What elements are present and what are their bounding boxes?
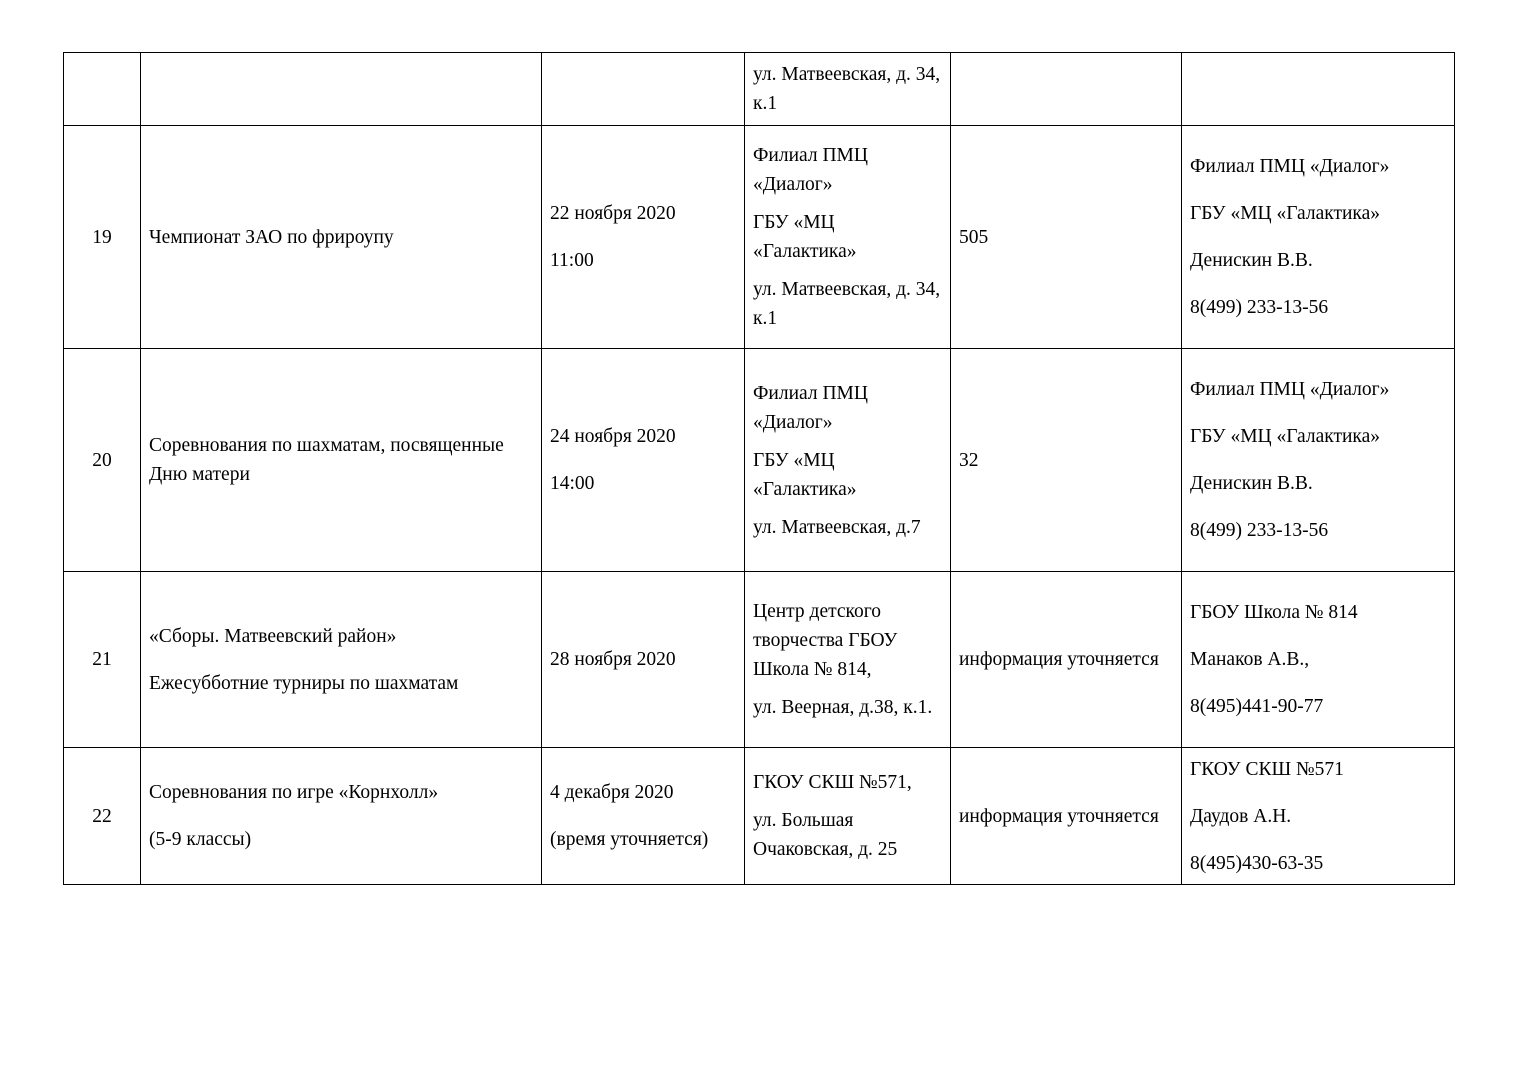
organizer-line: ГБОУ Школа № 814 [1190, 602, 1358, 623]
organizer-line: Манаков А.В., [1190, 649, 1310, 670]
organizer-line: ГБУ «МЦ «Галактика» [1190, 203, 1381, 224]
row-number-text: 20 [92, 449, 112, 471]
event-location-line: ГБУ «МЦ «Галактика» [753, 212, 857, 262]
table-row [64, 748, 1455, 885]
event-date-line: 24 ноября 2020 [550, 426, 676, 447]
participants-cell [951, 126, 1182, 349]
organizer-cell [1182, 126, 1455, 349]
row-number-text: 22 [92, 805, 112, 827]
participants-cell [951, 53, 1182, 126]
event-location-line: ГКОУ СКШ №571, [753, 772, 912, 793]
event-name-line: Ежесубботние турниры по шахматам [149, 672, 459, 694]
event-location-line: ул. Веерная, д.38, к.1. [753, 697, 933, 718]
event-location-cell [745, 126, 951, 349]
event-date-line: 28 ноября 2020 [550, 649, 676, 670]
participants-cell [951, 349, 1182, 572]
row-number-text: 21 [92, 649, 112, 670]
table-row [64, 572, 1455, 748]
organizer-line: Денискин В.В. [1190, 250, 1313, 271]
organizer-line: ГКОУ СКШ №571 [1190, 758, 1344, 780]
events-table [63, 52, 1455, 885]
row-number-cell [64, 126, 141, 349]
event-name-line: Чемпионат ЗАО по фрироупу [149, 226, 394, 248]
organizer-line: Филиал ПМЦ «Диалог» [1190, 156, 1390, 177]
event-name-line: (5-9 классы) [149, 829, 252, 850]
event-date-line: 14:00 [550, 473, 595, 494]
table-row [64, 349, 1455, 572]
participants-text: 32 [959, 449, 979, 471]
event-location-line: ул. Матвеевская, д.7 [753, 516, 921, 538]
event-date-line: 11:00 [550, 250, 594, 271]
event-date-cell [542, 572, 745, 748]
event-date-line: 4 декабря 2020 [550, 782, 674, 803]
participants-text: информация уточняется [959, 649, 1159, 670]
event-name-line: Соревнования по игре «Корнхолл» [149, 782, 439, 803]
organizer-line: 8(499) 233-13-56 [1190, 297, 1329, 318]
event-date-line: (время уточняется) [550, 829, 709, 850]
event-location-cell [745, 53, 951, 126]
organizer-cell [1182, 53, 1455, 126]
organizer-line: Денискин В.В. [1190, 473, 1313, 494]
organizer-line: ГБУ «МЦ «Галактика» [1190, 426, 1381, 447]
event-date-cell [542, 53, 745, 126]
organizer-line: Даудов А.Н. [1190, 805, 1292, 827]
row-number-cell [64, 53, 141, 126]
organizer-cell [1182, 349, 1455, 572]
participants-text: 505 [959, 226, 989, 248]
event-location-line: Центр детского творчества ГБОУ Школа № 814, [753, 601, 898, 680]
event-name-line: «Сборы. Матвеевский район» [149, 625, 397, 647]
row-number-cell [64, 572, 141, 748]
organizer-line: 8(499) 233-13-56 [1190, 520, 1329, 541]
event-location-cell [745, 572, 951, 748]
event-date-cell [542, 748, 745, 885]
event-location-line: ул. Большая Очаковская, д. 25 [753, 810, 898, 860]
event-date-cell [542, 126, 745, 349]
event-name-line: Соревнования по шахматам, посвященные Дню матери [149, 435, 504, 485]
organizer-line: 8(495)430-63-35 [1190, 852, 1324, 874]
event-location-cell [745, 349, 951, 572]
organizer-cell [1182, 572, 1455, 748]
organizer-line: Филиал ПМЦ «Диалог» [1190, 379, 1390, 400]
event-date-cell [542, 349, 745, 572]
event-name-cell [141, 748, 542, 885]
event-location-cell [745, 748, 951, 885]
event-name-cell [141, 572, 542, 748]
table-row [64, 126, 1455, 349]
participants-cell [951, 748, 1182, 885]
event-location-line: Филиал ПМЦ «Диалог» [753, 145, 868, 195]
event-location-line: ул. Матвеевская, д. 34, к.1 [753, 279, 941, 329]
event-name-cell [141, 126, 542, 349]
event-location-line: ГБУ «МЦ «Галактика» [753, 449, 857, 500]
participants-text: информация уточняется [959, 805, 1159, 827]
organizer-cell [1182, 748, 1455, 885]
row-number-cell [64, 748, 141, 885]
event-location-line: Филиал ПМЦ «Диалог» [753, 382, 868, 433]
organizer-line: 8(495)441-90-77 [1190, 696, 1324, 717]
event-date-line: 22 ноября 2020 [550, 203, 676, 224]
event-name-cell [141, 53, 542, 126]
table-row [64, 53, 1455, 126]
row-number-cell [64, 349, 141, 572]
event-location-line: ул. Матвеевская, д. 34, к.1 [753, 64, 941, 114]
participants-cell [951, 572, 1182, 748]
event-name-cell [141, 349, 542, 572]
row-number-text: 19 [92, 226, 112, 248]
